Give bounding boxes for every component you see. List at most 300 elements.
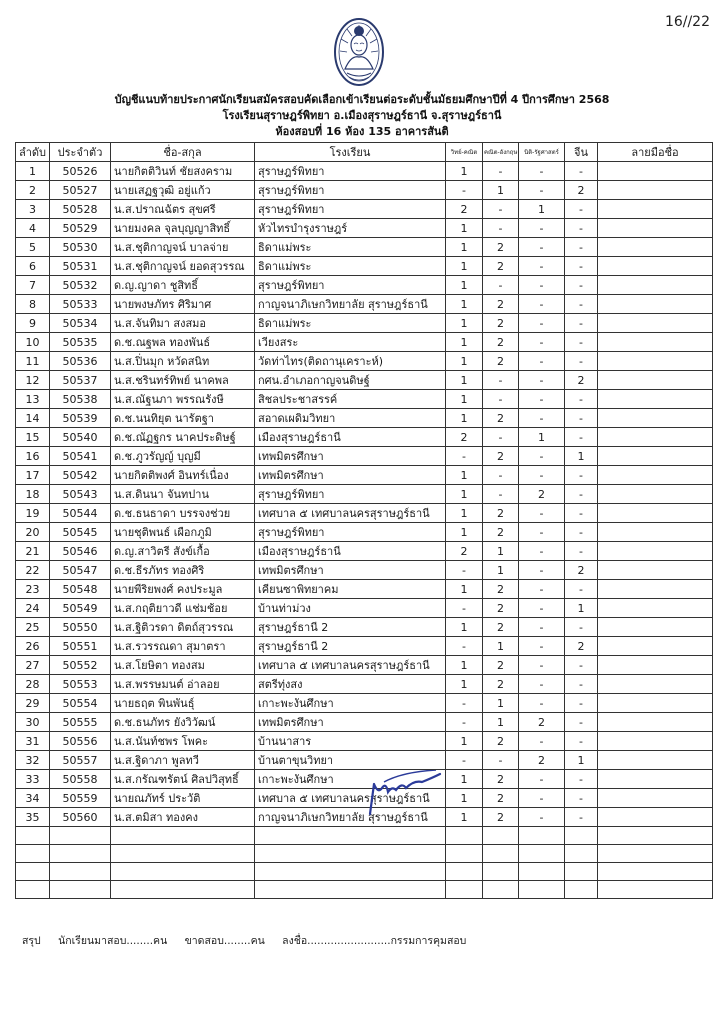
empty-cell bbox=[111, 863, 255, 881]
empty-cell bbox=[16, 845, 50, 863]
cell-student-id: 50546 bbox=[50, 542, 111, 561]
cell-math-eng-rank: 2 bbox=[483, 409, 519, 428]
cell-signature[interactable] bbox=[598, 580, 713, 599]
cell-student-id: 50544 bbox=[50, 504, 111, 523]
cell-law-polsci-rank: - bbox=[519, 694, 565, 713]
cell-law-polsci-rank: - bbox=[519, 371, 565, 390]
empty-cell bbox=[16, 863, 50, 881]
cell-law-polsci-rank: - bbox=[519, 466, 565, 485]
cell-school: กศน.อำเภอกาญจนดิษฐ์ bbox=[255, 371, 446, 390]
header-math-eng: คณิต-อังกฤษ bbox=[483, 143, 519, 162]
table-row bbox=[16, 181, 713, 200]
cell-order: 13 bbox=[16, 390, 50, 409]
empty-cell bbox=[519, 863, 565, 881]
cell-math-eng-rank: 1 bbox=[483, 713, 519, 732]
empty-cell bbox=[598, 881, 713, 899]
empty-cell bbox=[255, 827, 446, 845]
cell-school: สุราษฎร์พิทยา bbox=[255, 162, 446, 181]
document-titles bbox=[0, 92, 724, 140]
cell-signature[interactable] bbox=[598, 542, 713, 561]
cell-school: เทพมิตรศึกษา bbox=[255, 713, 446, 732]
cell-student-id: 50540 bbox=[50, 428, 111, 447]
empty-cell bbox=[483, 863, 519, 881]
table-row bbox=[16, 352, 713, 371]
cell-signature[interactable] bbox=[598, 409, 713, 428]
empty-cell bbox=[519, 881, 565, 899]
cell-sci-math-rank: - bbox=[446, 751, 483, 770]
cell-chinese-rank: 2 bbox=[565, 637, 598, 656]
cell-signature[interactable] bbox=[598, 447, 713, 466]
table-row bbox=[16, 770, 713, 789]
cell-signature[interactable] bbox=[598, 219, 713, 238]
cell-sci-math-rank: 1 bbox=[446, 618, 483, 637]
student-list-table bbox=[15, 142, 713, 899]
cell-law-polsci-rank: - bbox=[519, 447, 565, 466]
cell-law-polsci-rank: 2 bbox=[519, 751, 565, 770]
cell-law-polsci-rank: - bbox=[519, 808, 565, 827]
cell-sci-math-rank: 2 bbox=[446, 428, 483, 447]
cell-school: เมืองสุราษฎร์ธานี bbox=[255, 428, 446, 447]
empty-cell bbox=[111, 827, 255, 845]
cell-math-eng-rank: 2 bbox=[483, 732, 519, 751]
empty-cell bbox=[111, 845, 255, 863]
cell-school: เกาะพะงันศึกษา bbox=[255, 770, 446, 789]
cell-math-eng-rank: 1 bbox=[483, 694, 519, 713]
cell-sci-math-rank: 1 bbox=[446, 504, 483, 523]
cell-student-id: 50530 bbox=[50, 238, 111, 257]
table-row bbox=[16, 656, 713, 675]
table-row bbox=[16, 390, 713, 409]
cell-law-polsci-rank: - bbox=[519, 770, 565, 789]
cell-order: 28 bbox=[16, 675, 50, 694]
cell-signature[interactable] bbox=[598, 485, 713, 504]
cell-law-polsci-rank: - bbox=[519, 599, 565, 618]
empty-cell bbox=[255, 863, 446, 881]
cell-math-eng-rank: 2 bbox=[483, 523, 519, 542]
cell-math-eng-rank: 2 bbox=[483, 257, 519, 276]
cell-student-name: ด.ญ.ญาดา ชูสิทธิ์ bbox=[111, 276, 255, 295]
table-row bbox=[16, 561, 713, 580]
cell-math-eng-rank: - bbox=[483, 751, 519, 770]
empty-cell bbox=[50, 863, 111, 881]
cell-sci-math-rank: - bbox=[446, 599, 483, 618]
table-row bbox=[16, 295, 713, 314]
cell-student-id: 50560 bbox=[50, 808, 111, 827]
cell-sci-math-rank: 1 bbox=[446, 295, 483, 314]
cell-school: หัวไทรบำรุงราษฎร์ bbox=[255, 219, 446, 238]
table-row bbox=[16, 257, 713, 276]
cell-student-name: นายมงคล จุลบุญญาสิทธิ์ bbox=[111, 219, 255, 238]
cell-signature[interactable] bbox=[598, 808, 713, 827]
cell-order: 21 bbox=[16, 542, 50, 561]
cell-signature[interactable] bbox=[598, 314, 713, 333]
cell-sci-math-rank: 1 bbox=[446, 257, 483, 276]
cell-school: เกาะพะงันศึกษา bbox=[255, 694, 446, 713]
cell-order: 30 bbox=[16, 713, 50, 732]
cell-law-polsci-rank: - bbox=[519, 295, 565, 314]
cell-school: สอาดเผดิมวิทยา bbox=[255, 409, 446, 428]
table-row bbox=[16, 162, 713, 181]
cell-chinese-rank: - bbox=[565, 295, 598, 314]
cell-student-id: 50549 bbox=[50, 599, 111, 618]
cell-chinese-rank: 1 bbox=[565, 447, 598, 466]
present-count-field: นักเรียนมาสอบ........คน bbox=[58, 935, 168, 947]
cell-sci-math-rank: 1 bbox=[446, 770, 483, 789]
table-row bbox=[16, 694, 713, 713]
proctor-signature-field: ลงชื่อ.........................กรรมการคุมสอบ bbox=[282, 935, 467, 947]
empty-cell bbox=[483, 881, 519, 899]
cell-school: สุราษฎร์ธานี 2 bbox=[255, 618, 446, 637]
cell-order: 6 bbox=[16, 257, 50, 276]
cell-order: 22 bbox=[16, 561, 50, 580]
table-row bbox=[16, 238, 713, 257]
cell-law-polsci-rank: - bbox=[519, 789, 565, 808]
cell-math-eng-rank: 1 bbox=[483, 181, 519, 200]
cell-order: 27 bbox=[16, 656, 50, 675]
cell-chinese-rank: - bbox=[565, 352, 598, 371]
empty-cell bbox=[111, 881, 255, 899]
title-line-1: บัญชีแนบท้ายประกาศนักเรียนสมัครสอบคัดเลือกเข้าเรียนต่อระดับชั้นมัธยมศึกษาปีที่ 4 ปีการศึกษา 2568 bbox=[114, 93, 610, 106]
cell-math-eng-rank: 2 bbox=[483, 238, 519, 257]
cell-student-name: น.ส.จันทิมา สงสมอ bbox=[111, 314, 255, 333]
cell-chinese-rank: - bbox=[565, 390, 598, 409]
cell-student-id: 50533 bbox=[50, 295, 111, 314]
cell-signature[interactable] bbox=[598, 371, 713, 390]
cell-law-polsci-rank: - bbox=[519, 352, 565, 371]
cell-school: เทศบาล ๕ เทศบาลนครสุราษฎร์ธานี bbox=[255, 789, 446, 808]
cell-math-eng-rank: 2 bbox=[483, 770, 519, 789]
cell-student-name: ด.ช.ธีรภัทร ทองศิริ bbox=[111, 561, 255, 580]
table-row bbox=[16, 580, 713, 599]
cell-chinese-rank: - bbox=[565, 789, 598, 808]
cell-student-name: นายกิตติวินท์ ชัยสงคราม bbox=[111, 162, 255, 181]
cell-student-name: น.ส.ชุติกาญจน์ ยอดสุวรรณ bbox=[111, 257, 255, 276]
cell-sci-math-rank: 1 bbox=[446, 675, 483, 694]
cell-law-polsci-rank: - bbox=[519, 504, 565, 523]
cell-signature[interactable] bbox=[598, 276, 713, 295]
cell-chinese-rank: - bbox=[565, 333, 598, 352]
cell-signature[interactable] bbox=[598, 637, 713, 656]
cell-order: 16 bbox=[16, 447, 50, 466]
cell-student-id: 50551 bbox=[50, 637, 111, 656]
cell-sci-math-rank: 1 bbox=[446, 276, 483, 295]
cell-math-eng-rank: - bbox=[483, 485, 519, 504]
table-row bbox=[16, 637, 713, 656]
cell-school: บ้านท่าม่วง bbox=[255, 599, 446, 618]
cell-signature[interactable] bbox=[598, 732, 713, 751]
cell-student-id: 50547 bbox=[50, 561, 111, 580]
empty-cell bbox=[598, 845, 713, 863]
cell-signature[interactable] bbox=[598, 713, 713, 732]
cell-order: 23 bbox=[16, 580, 50, 599]
cell-school: สุราษฎร์พิทยา bbox=[255, 181, 446, 200]
cell-sci-math-rank: 1 bbox=[446, 580, 483, 599]
cell-signature[interactable] bbox=[598, 770, 713, 789]
cell-school: สุราษฎร์พิทยา bbox=[255, 276, 446, 295]
cell-student-name: นายกิตติพงศ์ อินทร์เนื่อง bbox=[111, 466, 255, 485]
table-header-row bbox=[16, 143, 713, 162]
header-law-polsci: นิติ-รัฐศาสตร์ bbox=[519, 143, 565, 162]
cell-student-id: 50555 bbox=[50, 713, 111, 732]
cell-law-polsci-rank: - bbox=[519, 162, 565, 181]
cell-math-eng-rank: - bbox=[483, 371, 519, 390]
cell-student-name: ด.ช.นนทิยุต นารัตฐา bbox=[111, 409, 255, 428]
cell-student-id: 50557 bbox=[50, 751, 111, 770]
cell-sci-math-rank: 1 bbox=[446, 808, 483, 827]
cell-chinese-rank: - bbox=[565, 618, 598, 637]
cell-student-id: 50527 bbox=[50, 181, 111, 200]
cell-signature[interactable] bbox=[598, 352, 713, 371]
cell-student-name: น.ส.ดินนา จันทปาน bbox=[111, 485, 255, 504]
cell-chinese-rank: - bbox=[565, 428, 598, 447]
cell-sci-math-rank: 1 bbox=[446, 485, 483, 504]
cell-math-eng-rank: - bbox=[483, 428, 519, 447]
summary-label: สรุป bbox=[22, 935, 41, 947]
cell-order: 1 bbox=[16, 162, 50, 181]
cell-sci-math-rank: - bbox=[446, 447, 483, 466]
table-row bbox=[16, 409, 713, 428]
cell-law-polsci-rank: - bbox=[519, 580, 565, 599]
cell-student-name: นายชุติพนธ์ เผือกภูมิ bbox=[111, 523, 255, 542]
cell-signature[interactable] bbox=[598, 238, 713, 257]
cell-school: เทพมิตรศึกษา bbox=[255, 447, 446, 466]
cell-math-eng-rank: 2 bbox=[483, 504, 519, 523]
cell-school: วัดท่าไทร(ติดถานุเคราะห์) bbox=[255, 352, 446, 371]
header-id: ประจำตัว bbox=[50, 143, 111, 162]
cell-student-name: ด.ญ.สาวิตรี สังข์เกื้อ bbox=[111, 542, 255, 561]
cell-school: บ้านตาขุนวิทยา bbox=[255, 751, 446, 770]
cell-student-name: นายธฤต พินพันธุ์ bbox=[111, 694, 255, 713]
cell-signature[interactable] bbox=[598, 390, 713, 409]
empty-table-row bbox=[16, 845, 713, 863]
cell-order: 20 bbox=[16, 523, 50, 542]
cell-signature[interactable] bbox=[598, 675, 713, 694]
cell-law-polsci-rank: - bbox=[519, 314, 565, 333]
empty-cell bbox=[565, 845, 598, 863]
title-line-3: ห้องสอบที่ 16 ห้อง 135 อาคารสันติ bbox=[275, 125, 449, 138]
cell-signature[interactable] bbox=[598, 618, 713, 637]
empty-cell bbox=[255, 881, 446, 899]
cell-signature[interactable] bbox=[598, 789, 713, 808]
empty-cell bbox=[483, 827, 519, 845]
cell-signature[interactable] bbox=[598, 523, 713, 542]
empty-cell bbox=[598, 863, 713, 881]
cell-student-name: น.ส.ตมิสา ทองคง bbox=[111, 808, 255, 827]
cell-signature[interactable] bbox=[598, 561, 713, 580]
cell-chinese-rank: - bbox=[565, 257, 598, 276]
table-row bbox=[16, 466, 713, 485]
cell-order: 26 bbox=[16, 637, 50, 656]
empty-table-row bbox=[16, 881, 713, 899]
cell-math-eng-rank: 2 bbox=[483, 675, 519, 694]
cell-sci-math-rank: 1 bbox=[446, 789, 483, 808]
cell-school: บ้านนาสาร bbox=[255, 732, 446, 751]
cell-chinese-rank: - bbox=[565, 580, 598, 599]
cell-signature[interactable] bbox=[598, 333, 713, 352]
cell-student-name: ด.ช.ณฐพล ทองพันธ์ bbox=[111, 333, 255, 352]
cell-signature[interactable] bbox=[598, 428, 713, 447]
cell-chinese-rank: - bbox=[565, 409, 598, 428]
cell-school: เวียงสระ bbox=[255, 333, 446, 352]
cell-student-id: 50529 bbox=[50, 219, 111, 238]
cell-math-eng-rank: 2 bbox=[483, 789, 519, 808]
cell-sci-math-rank: 1 bbox=[446, 732, 483, 751]
cell-chinese-rank: - bbox=[565, 238, 598, 257]
cell-sci-math-rank: - bbox=[446, 637, 483, 656]
cell-student-name: นายพงษภัทร ศิริมาศ bbox=[111, 295, 255, 314]
cell-student-name: ด.ช.ณัฏฐกร นาคประดิษฐ์ bbox=[111, 428, 255, 447]
cell-law-polsci-rank: 2 bbox=[519, 713, 565, 732]
cell-sci-math-rank: - bbox=[446, 713, 483, 732]
cell-math-eng-rank: 1 bbox=[483, 637, 519, 656]
cell-order: 35 bbox=[16, 808, 50, 827]
cell-math-eng-rank: 2 bbox=[483, 333, 519, 352]
cell-signature[interactable] bbox=[598, 751, 713, 770]
cell-student-id: 50537 bbox=[50, 371, 111, 390]
cell-math-eng-rank: - bbox=[483, 200, 519, 219]
table-row bbox=[16, 523, 713, 542]
empty-cell bbox=[50, 845, 111, 863]
cell-student-id: 50558 bbox=[50, 770, 111, 789]
cell-school: สิชลประชาสรรค์ bbox=[255, 390, 446, 409]
cell-school: เทศบาล ๕ เทศบาลนครสุราษฎร์ธานี bbox=[255, 656, 446, 675]
cell-school: ธิดาแม่พระ bbox=[255, 238, 446, 257]
empty-cell bbox=[519, 845, 565, 863]
cell-chinese-rank: - bbox=[565, 504, 598, 523]
empty-cell bbox=[16, 827, 50, 845]
table-row bbox=[16, 333, 713, 352]
empty-table-row bbox=[16, 863, 713, 881]
cell-signature[interactable] bbox=[598, 181, 713, 200]
empty-cell bbox=[446, 845, 483, 863]
cell-student-name: น.ส.ชุติกาญจน์ บาลจ่าย bbox=[111, 238, 255, 257]
cell-math-eng-rank: 2 bbox=[483, 618, 519, 637]
cell-sci-math-rank: 1 bbox=[446, 523, 483, 542]
cell-student-id: 50542 bbox=[50, 466, 111, 485]
table-row bbox=[16, 428, 713, 447]
cell-law-polsci-rank: - bbox=[519, 257, 565, 276]
cell-signature[interactable] bbox=[598, 295, 713, 314]
cell-sci-math-rank: 1 bbox=[446, 219, 483, 238]
title-line-2: โรงเรียนสุราษฎร์พิทยา อ.เมืองสุราษฎร์ธานี จ.สุราษฎร์ธานี bbox=[222, 109, 502, 122]
header-school: โรงเรียน bbox=[255, 143, 446, 162]
cell-chinese-rank: 2 bbox=[565, 561, 598, 580]
cell-student-name: น.ส.นันท์ชพร โพคะ bbox=[111, 732, 255, 751]
cell-student-id: 50559 bbox=[50, 789, 111, 808]
cell-order: 11 bbox=[16, 352, 50, 371]
cell-school: ธิดาแม่พระ bbox=[255, 257, 446, 276]
table-row bbox=[16, 371, 713, 390]
cell-chinese-rank: 2 bbox=[565, 371, 598, 390]
cell-law-polsci-rank: - bbox=[519, 656, 565, 675]
cell-chinese-rank: - bbox=[565, 732, 598, 751]
cell-student-id: 50548 bbox=[50, 580, 111, 599]
cell-chinese-rank: 1 bbox=[565, 751, 598, 770]
empty-cell bbox=[598, 827, 713, 845]
cell-law-polsci-rank: - bbox=[519, 238, 565, 257]
cell-chinese-rank: - bbox=[565, 314, 598, 333]
cell-student-id: 50553 bbox=[50, 675, 111, 694]
cell-math-eng-rank: 2 bbox=[483, 295, 519, 314]
cell-student-id: 50539 bbox=[50, 409, 111, 428]
cell-order: 2 bbox=[16, 181, 50, 200]
cell-law-polsci-rank: - bbox=[519, 219, 565, 238]
table-row bbox=[16, 599, 713, 618]
cell-signature[interactable] bbox=[598, 599, 713, 618]
cell-school: สุราษฎร์ธานี 2 bbox=[255, 637, 446, 656]
cell-student-name: น.ส.ณัฐนภา พรรณรังษี bbox=[111, 390, 255, 409]
cell-chinese-rank: - bbox=[565, 466, 598, 485]
cell-signature[interactable] bbox=[598, 656, 713, 675]
cell-sci-math-rank: 1 bbox=[446, 656, 483, 675]
cell-order: 31 bbox=[16, 732, 50, 751]
header-name: ชื่อ-สกุล bbox=[111, 143, 255, 162]
cell-student-name: ด.ช.ธนธาดา บรรจงช่วย bbox=[111, 504, 255, 523]
cell-student-id: 50552 bbox=[50, 656, 111, 675]
cell-order: 24 bbox=[16, 599, 50, 618]
cell-student-id: 50526 bbox=[50, 162, 111, 181]
absent-count-field: ขาดสอบ........คน bbox=[184, 935, 265, 947]
empty-cell bbox=[565, 827, 598, 845]
cell-math-eng-rank: 2 bbox=[483, 447, 519, 466]
cell-math-eng-rank: 2 bbox=[483, 808, 519, 827]
table-row bbox=[16, 485, 713, 504]
table-row bbox=[16, 808, 713, 827]
cell-student-id: 50550 bbox=[50, 618, 111, 637]
cell-student-id: 50528 bbox=[50, 200, 111, 219]
cell-order: 25 bbox=[16, 618, 50, 637]
cell-signature[interactable] bbox=[598, 504, 713, 523]
cell-signature[interactable] bbox=[598, 694, 713, 713]
cell-chinese-rank: - bbox=[565, 485, 598, 504]
empty-cell bbox=[446, 827, 483, 845]
cell-signature[interactable] bbox=[598, 257, 713, 276]
cell-student-id: 50531 bbox=[50, 257, 111, 276]
cell-sci-math-rank: 1 bbox=[446, 466, 483, 485]
table-row bbox=[16, 618, 713, 637]
cell-math-eng-rank: 2 bbox=[483, 314, 519, 333]
cell-order: 32 bbox=[16, 751, 50, 770]
table-row bbox=[16, 751, 713, 770]
cell-chinese-rank: - bbox=[565, 694, 598, 713]
cell-math-eng-rank: - bbox=[483, 219, 519, 238]
cell-sci-math-rank: - bbox=[446, 181, 483, 200]
table-row bbox=[16, 200, 713, 219]
cell-chinese-rank: 2 bbox=[565, 181, 598, 200]
cell-signature[interactable] bbox=[598, 200, 713, 219]
cell-math-eng-rank: 2 bbox=[483, 352, 519, 371]
cell-student-name: นายณภัทร์ ประวัติ bbox=[111, 789, 255, 808]
table-row bbox=[16, 789, 713, 808]
table-row bbox=[16, 713, 713, 732]
cell-student-id: 50535 bbox=[50, 333, 111, 352]
cell-signature[interactable] bbox=[598, 466, 713, 485]
cell-student-name: น.ส.ฐิดาภา พูลทวี bbox=[111, 751, 255, 770]
cell-student-name: น.ส.พรรษมนต์ อ่าลอย bbox=[111, 675, 255, 694]
cell-order: 12 bbox=[16, 371, 50, 390]
cell-student-id: 50543 bbox=[50, 485, 111, 504]
cell-law-polsci-rank: 2 bbox=[519, 485, 565, 504]
cell-chinese-rank: - bbox=[565, 200, 598, 219]
cell-math-eng-rank: - bbox=[483, 390, 519, 409]
cell-signature[interactable] bbox=[598, 162, 713, 181]
cell-school: สุราษฎร์พิทยา bbox=[255, 523, 446, 542]
cell-sci-math-rank: 1 bbox=[446, 162, 483, 181]
cell-law-polsci-rank: - bbox=[519, 675, 565, 694]
cell-math-eng-rank: - bbox=[483, 466, 519, 485]
empty-cell bbox=[255, 845, 446, 863]
cell-school: สุราษฎร์พิทยา bbox=[255, 200, 446, 219]
